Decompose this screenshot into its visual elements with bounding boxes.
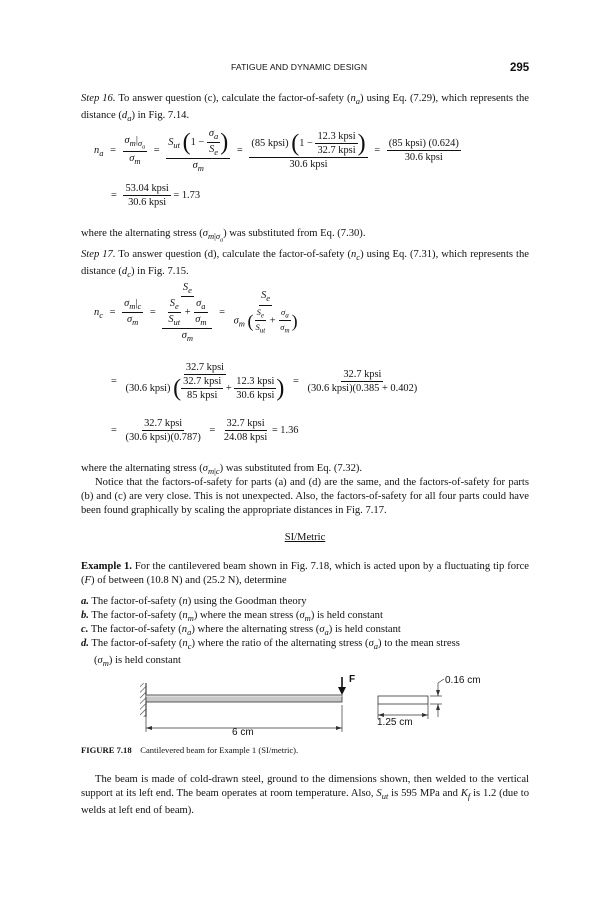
eq17-v85: 85 kpsi xyxy=(187,390,218,401)
example-text-b: ) of between (10.8 N) and (25.2 N), determine xyxy=(91,574,287,586)
step16-text: To answer question (c), calculate the factor-of-safety ( xyxy=(118,93,351,104)
section-heading xyxy=(81,531,529,545)
step16-paragraph xyxy=(81,92,529,126)
list-c-post2: ) is held constant xyxy=(328,624,401,635)
list-d-cont: ) is held constant xyxy=(108,654,181,666)
eq16-v327: 32.7 kpsi xyxy=(317,145,356,157)
eq17-l3-num2: 32.7 kpsi xyxy=(226,418,265,429)
list-c-sub: a xyxy=(187,627,192,638)
thick-arrow-bottom xyxy=(436,704,440,710)
after16-text-a: where the alternating stress ( xyxy=(81,228,203,239)
final-sut-sub: ut xyxy=(381,790,389,801)
eq16-frac1: $\frac{\sigma_m|_{\sigma_a}}{\sigma_m}$ xyxy=(124,134,146,167)
eq16-v306a: 30.6 kpsi xyxy=(289,159,328,171)
eq16-lhs: n xyxy=(94,145,100,156)
list-b-label: b. xyxy=(81,610,89,621)
list-c-sub2: a xyxy=(324,627,329,638)
list-c-label: c. xyxy=(81,624,89,635)
step16-da: d xyxy=(121,109,128,121)
eq16-v123: 12.3 kpsi xyxy=(317,131,356,143)
eq16-result: = 1.73 xyxy=(173,189,201,201)
equation-step16-line2: = $\frac{\text{53.04 kpsi}}{\text{30.6 kpsi}}$ = 1.73 xyxy=(111,183,201,208)
width-label: 1.25 cm xyxy=(377,717,413,728)
running-header-title: FATIGUE AND DYNAMIC DESIGN xyxy=(231,62,368,72)
eq16-frac3: (85 kpsi) (1 − $\frac{\text{12.3 kpsi}}{\text{32.7 kpsi}}$ ) 30.6 kpsi xyxy=(251,130,366,171)
eq17-r-num: 32.7 kpsi xyxy=(343,369,382,380)
list-a-sym: n xyxy=(182,596,188,607)
eq17-line2-num: 32.7 kpsi xyxy=(185,362,224,373)
eq16-v306c: 30.6 kpsi xyxy=(128,197,167,208)
length-label: 6 cm xyxy=(232,727,254,738)
step16-text-b: ) using Eq. (7.29), which represents the distance ( xyxy=(81,93,529,121)
list-d-sym2: σ xyxy=(368,638,374,649)
thickness-label: 0.16 cm xyxy=(445,675,481,686)
eq17-v123: 12.3 kpsi xyxy=(236,376,275,387)
eq17-l3-num1: 32.7 kpsi xyxy=(144,418,183,429)
final-text-a: The beam is made of cold-drawn steel, ground to the dimensions shown, then welded to the vertical support at its left end. The beam operates at room temperature. Also, xyxy=(81,774,529,799)
eq16-sigma-a-sub: a xyxy=(214,131,219,142)
eq17-sut-sub: ut xyxy=(173,317,181,328)
eq16-sut: S xyxy=(168,136,174,148)
eq17-sub-c: c xyxy=(137,301,142,312)
eq17-sub-a: a xyxy=(201,301,206,312)
force-label: F xyxy=(349,674,356,685)
step16-followup: where the alternating stress $(\sigma_{m|\sigma_a})$ was substituted from Eq. (7.30). xyxy=(81,228,366,244)
step17-text-b: ) using Eq. (7.31), which represents the distance ( xyxy=(81,249,529,277)
after16-sym-sub: m xyxy=(208,231,215,242)
step17-dc: d xyxy=(121,265,128,277)
eq17-k306: (30.6 kpsi) xyxy=(125,382,171,394)
eq17-frac6 xyxy=(123,418,202,443)
eq16-se-sub: e xyxy=(214,147,219,158)
list-c-post: ) where the alternating stress ( xyxy=(191,624,320,635)
list-a-label: a. xyxy=(81,596,89,607)
eq17-sut: S xyxy=(168,314,174,326)
eq16-frac1-num-sub: m xyxy=(129,137,136,148)
eq17-frac7 xyxy=(222,418,269,443)
step17-nc-sub: c xyxy=(356,252,361,263)
after17-sym-sub: m xyxy=(208,466,215,477)
eq16-k85: (85 kpsi) xyxy=(251,138,289,149)
example-text-a: For the cantilevered beam shown in Fig. 7.18, which is acted upon by a fluctuating tip force ( xyxy=(81,561,529,586)
step17-text: To answer question (d), calculate the factor-of-safety ( xyxy=(118,249,351,260)
eq16-lhs-sub: a xyxy=(99,148,104,159)
step17-dc-sub: c xyxy=(127,269,131,280)
eq17-se-sub: e xyxy=(266,293,271,304)
after17-sym: σ xyxy=(202,463,209,474)
length-arrow-right xyxy=(336,726,342,730)
eq17-frac3: $S_e$ $\sigma_m$ ( $\frac{S_e}{S_{ut}}$ + $\frac{\sigma_a}{\sigma_m}$ ) xyxy=(233,290,298,335)
final-text-c: is 1.2 (due to welds at left end of beam). xyxy=(81,787,529,816)
step17-text-c: ) in Fig. 7.15. xyxy=(130,265,189,277)
list-d-pre: The factor-of-safety ( xyxy=(91,638,183,649)
list-b-post: ) where the mean stress ( xyxy=(193,610,300,621)
list-b-sub2: m xyxy=(304,613,311,624)
list-b-sub: m xyxy=(187,613,194,624)
step17-followup: where the alternating stress $(\sigma_{m|c})$ was substituted from Eq. (7.32). xyxy=(81,463,363,477)
step16-text-c: ) in Fig. 7.14. xyxy=(131,109,190,121)
eq17-frac5 xyxy=(306,369,420,394)
list-a-post: ) using the Goodman theory xyxy=(187,596,307,607)
figure-caption-text: Cantilevered beam for Example 1 (SI/metric). xyxy=(140,745,299,755)
list-d-sub2: a xyxy=(373,641,379,652)
list-item-a xyxy=(81,595,529,609)
page-number: 295 xyxy=(510,62,530,74)
example-F: F xyxy=(84,574,92,586)
force-arrow-head xyxy=(338,687,346,695)
after17-text-a: where the alternating stress ( xyxy=(81,463,203,474)
eq17-se: S xyxy=(261,290,267,302)
eq16-sut-sub: ut xyxy=(173,140,181,151)
equation-step17-line1: $n_c$ = $\frac{\sigma_m|_c}{\sigma_m}$ = $S_e$ $\frac{S_e}{S_{ut}}$ + $\frac{\sigma_a}{\sigma_m}$ $\sigma_m$ = $S_e$ $\sigma_m$ ( $\frac{S_e}{S_{ut}}$ + $\frac{\sigma_a}{\sigma_m}$ ) xyxy=(94,282,298,344)
example-label: Example 1. xyxy=(81,561,132,572)
example-paragraph xyxy=(81,560,529,588)
eq17-v327: 32.7 kpsi xyxy=(183,376,222,387)
eq17-r-den: (30.6 kpsi)(0.385 + 0.402) xyxy=(307,383,418,394)
list-d-cont-sub: m xyxy=(102,657,109,668)
eq16-v5304: 53.04 kpsi xyxy=(125,183,169,194)
eq16-frac1-den: σ xyxy=(129,153,135,165)
final-paragraph xyxy=(81,773,529,818)
eq17-sigma1: σ xyxy=(124,298,130,310)
eq16-v306b: 30.6 kpsi xyxy=(404,152,443,164)
list-d-sym: n xyxy=(182,638,188,649)
after16-text-b: ) was substituted from Eq. (7.30). xyxy=(223,228,366,239)
list-c-sym: n xyxy=(181,624,188,635)
eq16-se: S xyxy=(209,144,215,156)
eq17-frac2: $S_e$ $\frac{S_e}{S_{ut}}$ + $\frac{\sigma_a}{\sigma_m}$ $\sigma_m$ xyxy=(162,282,212,343)
list-b-pre: The factor-of-safety ( xyxy=(91,610,183,621)
length-arrow-left xyxy=(146,726,152,730)
list-c-sym2: σ xyxy=(319,624,325,635)
step17-nc: n xyxy=(351,249,357,260)
eq17-sub-m1: m xyxy=(129,301,136,312)
figure-caption xyxy=(81,745,298,755)
cross-section xyxy=(378,696,428,704)
thick-arrow-top xyxy=(436,690,440,696)
eq17-v306: 30.6 kpsi xyxy=(236,390,275,401)
thick-label-leader xyxy=(438,679,444,683)
figure-caption-label: FIGURE 7.18 xyxy=(81,745,132,755)
step16-na: n xyxy=(350,93,356,104)
equation-step17-line3: = $\frac{\text{32.7 kpsi}}{\text{(30.6 kpsi)(0.787)}}$ = $\frac{\text{32.7 kpsi}}{\text{24.08 kpsi}}$ = 1.36 xyxy=(111,418,299,443)
step16-na-sub: a xyxy=(355,96,361,107)
list-d-post: ) where the ratio of the alternating stress ( xyxy=(191,638,369,649)
final-sut: S xyxy=(376,787,382,799)
list-d-sub: c xyxy=(187,641,192,652)
eq16-frac1-den-sub: m xyxy=(134,156,141,167)
list-d-post2: ) to the mean stress xyxy=(378,638,460,649)
wall-support-hatch xyxy=(140,683,146,717)
list-c-pre: The factor-of-safety ( xyxy=(90,624,182,635)
eq17-frac4: 32.7 kpsi (30.6 kpsi) ( $\frac{\text{32.7 kpsi}}{\text{85 kpsi}}$ + $\frac{\text{12.3 kpsi}}{\text{30.6 kpsi}}$ ) xyxy=(125,362,285,402)
eq16-frac1-num: σ xyxy=(124,134,130,146)
eq16-frac4 xyxy=(387,138,461,163)
list-a-pre: The factor-of-safety ( xyxy=(91,596,183,607)
equation-step17-line2: = 32.7 kpsi (30.6 kpsi) ( $\frac{\text{32.7 kpsi}}{\text{85 kpsi}}$ + $\frac{\text{12.3 kpsi}}{\text{30.6 kpsi}}$ ) = $\frac{\text{32.7 kpsi}}{\text{(30.6 kpsi)(0.385 + 0.402)}}$ xyxy=(111,362,418,402)
list-item-d: d. The factor-of-safety $(n_c)$ where the ratio of the alternating stress $(\sigma_a)$ to the mean stress $(\sigma_m)$ is held constant xyxy=(81,638,460,668)
width-arrow-right xyxy=(422,713,428,717)
eq16-prod: (85 kpsi) (0.624) xyxy=(388,138,459,150)
eq17-frac1: $\frac{\sigma_m|_c}{\sigma_m}$ xyxy=(124,298,142,328)
eq16-frac5 xyxy=(123,183,170,208)
list-d-label: d. xyxy=(81,638,89,649)
after17-text-b: ) was substituted from Eq. (7.32). xyxy=(219,463,363,474)
list-b-post2: ) is held constant xyxy=(310,610,383,621)
step16-da-sub: a xyxy=(127,113,132,124)
section-heading-text: SI/Metric xyxy=(284,532,326,543)
eq17-se-top-sub: e xyxy=(188,285,192,296)
final-text-b: is 595 MPa and xyxy=(388,787,461,799)
eq17-result: = 1.36 xyxy=(271,424,299,436)
eq17-l3-den1: (30.6 kpsi)(0.787) xyxy=(125,432,201,443)
final-kf: K xyxy=(460,787,468,799)
eq16-sigma-a: σ xyxy=(208,128,215,139)
final-kf-sub: f xyxy=(467,790,471,801)
step17-label: Step 17. xyxy=(81,249,116,260)
eq16-frac2: $S_{ut}$ (1 − $\frac{\sigma_a}{S_e}$ ) $\sigma_m$ xyxy=(168,128,229,174)
step17-paragraph xyxy=(81,248,529,282)
eq17-lhs-sub: c xyxy=(99,310,103,321)
list-b-sym2: σ xyxy=(299,610,305,621)
eq17-lhs: n xyxy=(94,307,100,319)
list-b-sym: n xyxy=(182,610,188,621)
step16-label: Step 16. xyxy=(81,93,116,104)
eq17-l3-den2: 24.08 kpsi xyxy=(223,432,268,443)
notice-paragraph: Notice that the factors-of-safety for parts (a) and (d) are the same, and the factors-of-safety for parts (b) and (c) are very close. This is not unexpected. Also, the factors-of-safety for all four parts could have been found graphically by scaling the appropriate distances in Fig. 7.17. xyxy=(81,477,529,516)
equation-step16-line1: $n_a$ = $\frac{\sigma_m|_{\sigma_a}}{\sigma_m}$ = $S_{ut}$ (1 − $\frac{\sigma_a}{S_e}$ ) $\sigma_m$ = (85 kpsi) (1 − $\frac{\text{12.3 kpsi}}{\text{32.7 kpsi}}$ ) 30.6 kpsi = $\frac{\text{(85 kpsi) (0.624)}}{\text{30.6 kpsi}}$ xyxy=(94,128,459,174)
eq17-se-top: S xyxy=(182,282,189,293)
after16-sym: σ xyxy=(202,228,209,239)
list-d-cont-sym: σ xyxy=(97,654,103,666)
eq16-one-minus: 1 − xyxy=(190,136,205,148)
